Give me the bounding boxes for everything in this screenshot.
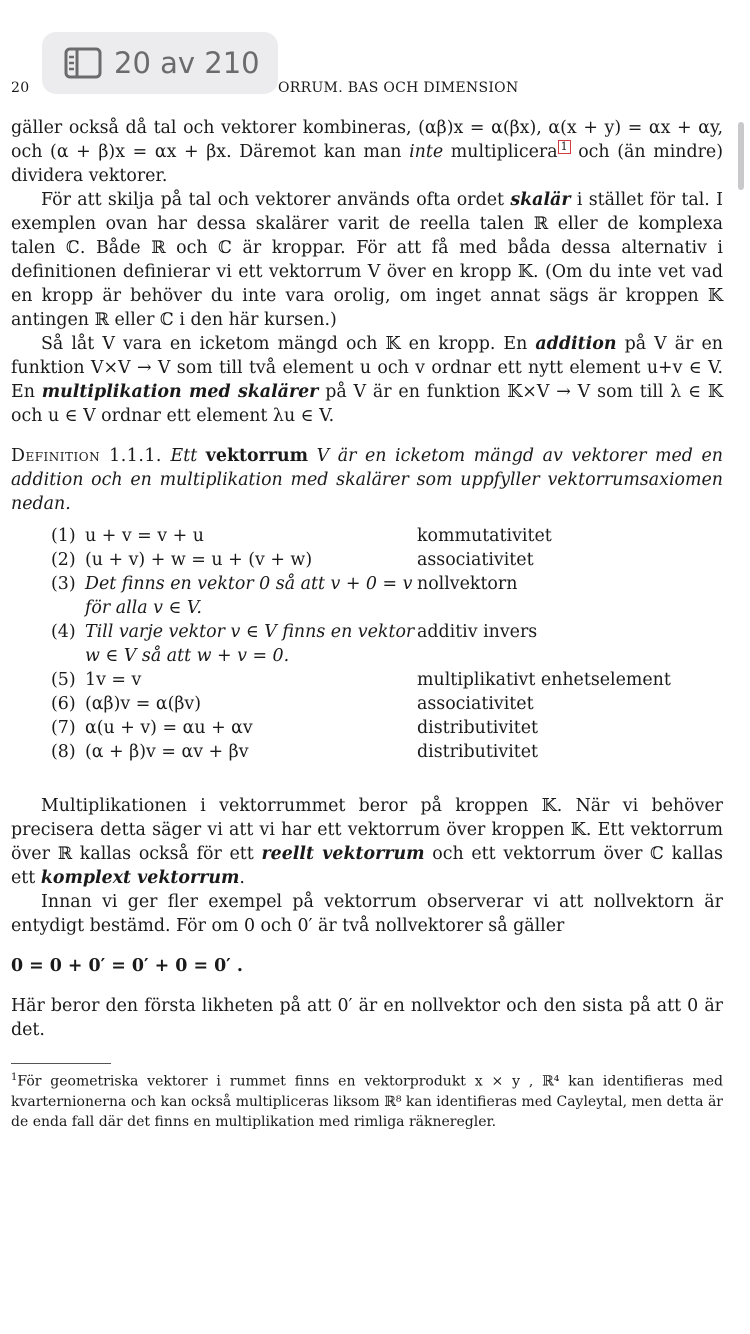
display-equation: 0 = 0 + 0′ = 0′ + 0 = 0′ . [11, 956, 243, 976]
page-indicator-button[interactable] [42, 32, 278, 94]
axiom-item: (8) (α + β)v = αv + βv distributivitet [51, 742, 539, 762]
footnote-mark: 1 [11, 1072, 18, 1083]
axiom-item: (4) Till varje vektor v ∈ V finns en vektor w ∈ V så att w + v = 0. additiv invers [51, 622, 538, 666]
footnote-divider [11, 1063, 111, 1064]
axiom-item: (2) (u + v) + w = u + (v + w) associativitet [51, 550, 534, 570]
scrollbar-thumb[interactable] [738, 122, 744, 190]
document-body [11, 116, 723, 1042]
paragraph: Innan vi ger fler exempel på vektorrum observerar vi att nollvektorn är entydigt bestämd. För om 0 och 0′ är två nollvektorer så gäller [11, 892, 723, 936]
paragraph: Multiplikationen i vektorrummet beror på kroppen 𝕂. När vi behöver precisera detta säger vi att vi har ett vektorrum över kroppen 𝕂. Ett vektorrum över ℝ kallas också för ett reellt vektorrum och ett vektorrum över ℂ kallas ett komplext vektorrum. [11, 796, 723, 888]
axiom-item: (3) Det finns en vektor 0 så att v + 0 = v för alla v ∈ V. nollvektorn [51, 574, 518, 618]
axiom-item: (1) u + v = v + u kommutativitet [51, 526, 552, 546]
sidebar-icon [64, 47, 102, 79]
paragraph: gäller också då tal och vektorer kombineras, (αβ)x = α(βx), α(x + y) = αx + αy, och (α + β)x = αx + βx. Däremot kan man inte multiplicera 1 och (än mindre) dividera vektorer. [11, 118, 723, 186]
footnote-link[interactable]: 1 [558, 140, 571, 154]
footnote-text: För geometriska vektorer i rummet finns en vektorprodukt x × y , ℝ⁴ kan identifieras med kvarternionerna och kan också multipliceras liksom ℝ⁸ kan identifieras med Cayleytal, men detta är de enda fall där det finns en multiplikation med rimliga räkneregler. [11, 1073, 723, 1130]
page-indicator-label: 20 av 210 [114, 46, 260, 80]
paragraph: Så låt V vara en icketom mängd och 𝕂 en kropp. En addition på V är en funktion V×V → V som till två element u och v ordnar ett nytt element u+v ∈ V. En multiplikation med skalärer på V är en funktion 𝕂×V → V som till λ ∈ 𝕂 och u ∈ V ordnar ett element λu ∈ V. [11, 334, 724, 426]
definition-label: Definition 1.1.1. [11, 446, 162, 466]
running-head: ORRUM. BAS OCH DIMENSION [278, 80, 519, 96]
axiom-item: (7) α(u + v) = αu + αv distributivitet [51, 718, 539, 738]
axiom-item: (5) 1v = v multiplikativt enhetselement [51, 670, 671, 690]
paragraph: Här beror den första likheten på att 0′ är en nollvektor och den sista på att 0 är det. [11, 996, 723, 1040]
page-number: 20 [11, 80, 30, 96]
axiom-list [51, 524, 721, 764]
axiom-item: (6) (αβ)v = α(βv) associativitet [51, 694, 534, 714]
paragraph: För att skilja på tal och vektorer används ofta ordet skalär i stället för tal. I exemplen ovan har dessa skalärer varit de reella talen ℝ eller de komplexa talen ℂ. Både ℝ och ℂ är kroppar. För att få med båda dessa alternativ i definitionen definierar vi ett vektorrum V över en kropp 𝕂. (Om du inte vet vad en kropp är behöver du inte vara orolig, om inget annat sägs är kroppen 𝕂 antingen ℝ eller ℂ i den här kursen.) [11, 190, 723, 330]
footnote [11, 1068, 723, 1132]
definition: Definition 1.1.1. Ett vektorrum V är en icketom mängd av vektorer med en addition och en multiplikation med skalärer som uppfyller vektorrumsaxiomen nedan. [11, 446, 723, 514]
